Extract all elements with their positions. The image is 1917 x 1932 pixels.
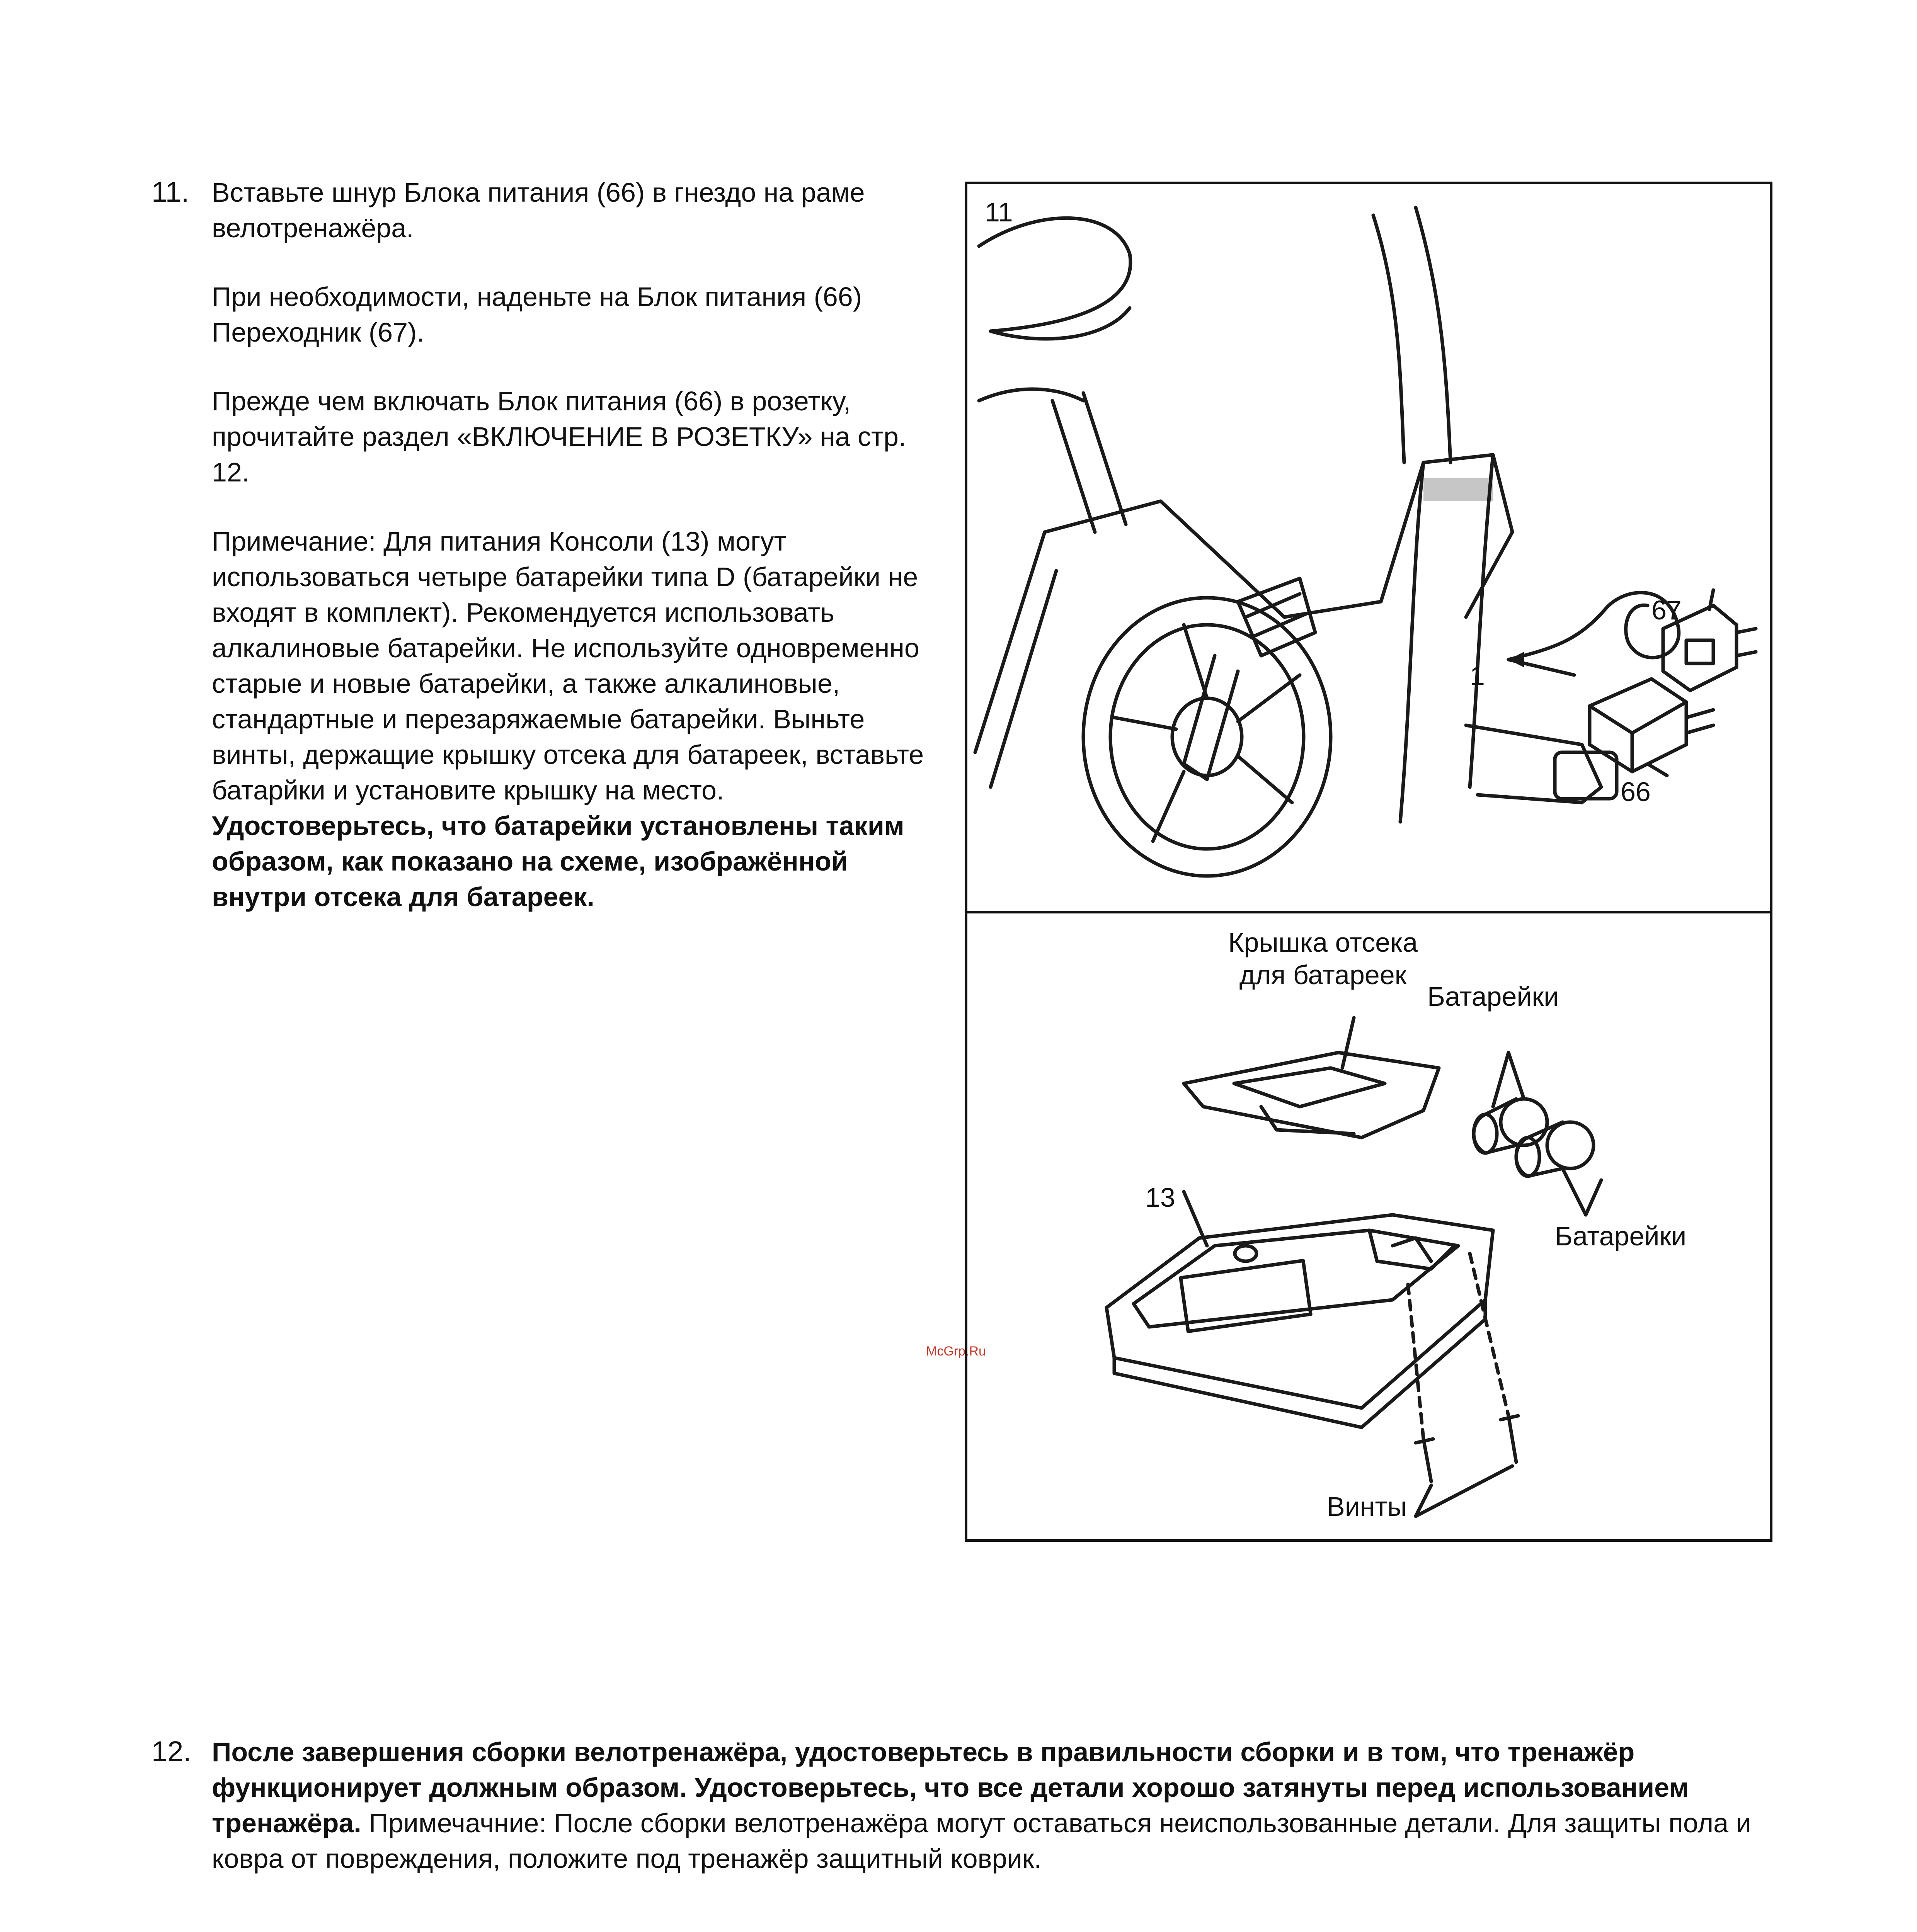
step-11-para-3: Прежде чем включать Блок питания (66) в розетку, прочитайте раздел «ВКЛЮЧЕНИЕ В РОЗЕТКУ» на стр. 12.	[212, 386, 906, 487]
step-11-number: 11.	[152, 176, 189, 208]
step-11-note-text: Примечание: Для питания Консоли (13) могут использоваться четыре батарейки типа D (батарейки не входят в комплект). Рекомендуется использовать алкалиновые батарейки. Не используйте одновременно старые и новые батарейки, а также алкалиновые, стандартные и перезаряжаемые батарейки. Выньте винты, держащие крышку отсека для батареек, вставьте батарйки и установите крышку на место.	[212, 526, 924, 805]
step-12-bold: После завершения сборки велотренажёра, удостоверьтесь в правильности сборки и в том, что тренажёр функционирует должным образом. Удостоверьтесь, что все детали хорошо затянуты перед использованием тренажёра.	[212, 1737, 1689, 1838]
step-12-normal: Примечачние: После сборки велотренажёра могут оставаться неиспользованные детали. Для защиты пола и ковра от повреждения, положите под тренажёр защитный коврик.	[212, 1808, 1751, 1874]
label-battery-cover	[1207, 926, 1439, 991]
label-battery-cover-line-2: для батареек	[1239, 960, 1407, 990]
callout-66: 66	[1621, 777, 1651, 807]
watermark: McGrp.Ru	[926, 1344, 986, 1359]
step-11-para-2: При необходимости, наденьте на Блок питания (66) Переходник (67).	[212, 282, 862, 347]
label-batteries-right: Батарейки	[1555, 1221, 1687, 1251]
callout-13: 13	[1145, 1182, 1175, 1213]
step-11-note-bold: Удостоверьтесь, что батарейки установлены таким образом, как показано на схеме, изображённой внутри отсека для батареек.	[212, 811, 904, 912]
step-12-text	[212, 1734, 1762, 1876]
callout-1: 1	[1470, 661, 1485, 691]
callout-67: 67	[1651, 595, 1682, 625]
label-screws: Винты	[1327, 1492, 1407, 1522]
label-battery-cover-line-1: Крышка отсека	[1228, 927, 1418, 957]
step-11-para-1: Вставьте шнур Блока питания (66) в гнездо на раме велотренажёра.	[212, 177, 865, 243]
step-11-note	[212, 524, 938, 915]
label-batteries-top: Батарейки	[1427, 981, 1559, 1012]
step-12-number: 12.	[152, 1735, 191, 1767]
figure-divider	[967, 911, 1770, 913]
figure-step-label: 11	[985, 197, 1013, 227]
figure-frame	[965, 182, 1772, 1542]
